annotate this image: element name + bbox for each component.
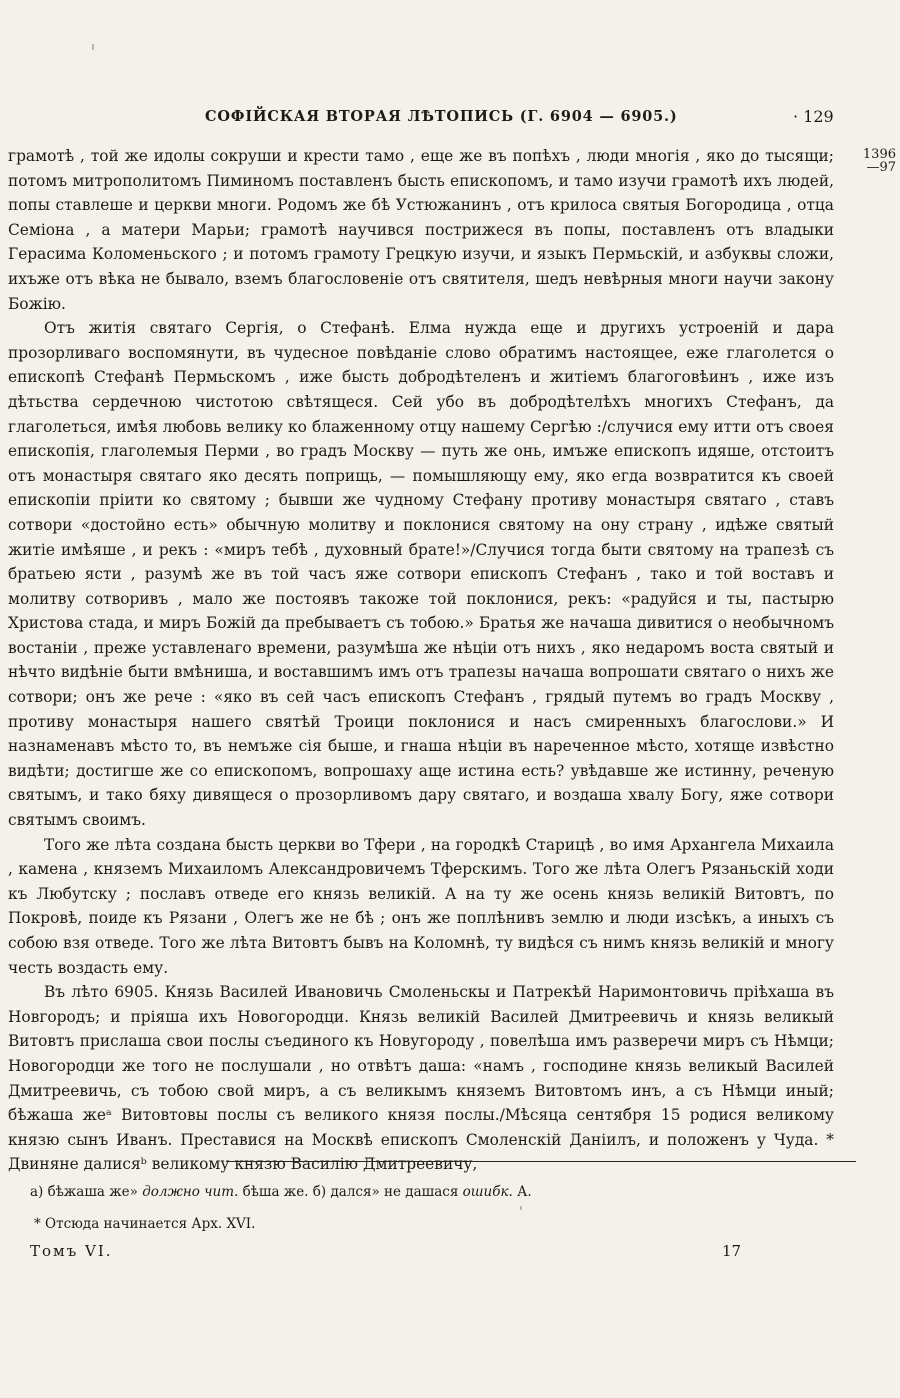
sheet-number: 17 [722, 1242, 742, 1260]
margin-year-note [840, 148, 896, 174]
footnote-italic-2: ошибк. [462, 1184, 513, 1200]
margin-year-top: 1396 [862, 147, 896, 162]
footnote-middle: бѣша же. б) дался» не дашася [238, 1184, 463, 1200]
paragraph-2: Отъ житія святаго Сергія, о Стефанѣ. Елма нужда еще и другихъ устроеній и дара прозорливаго воспомянути, въ чудесное повѣданіе слово обратимъ настоящее, еже глаголется о епископѣ Стефанѣ Пермьскомъ , иже бысть добродѣтеленъ и житіемъ благоговѣинъ , иже изъ дѣтьства сердечною чистотою свѣтящеся. Сей убо въ добродѣтелѣхъ многихъ Стефанъ, да глаголеться, имѣя любовь велику ко блаженному отцу нашему Сергѣю :/случися ему итти отъ своея епископія, глаголемыя Перми , во градъ Москву — путь же онь, имъже епископъ идяше, отстоитъ отъ монастыря святаго яко десять поприщь, — помышляющу ему, яко егда возвратится къ своей епископіи пріити ко святому ; бывши же чудному Стефану противу монастыря святаго , ставъ сотвори «достойно есть» обычную молитву и поклонися святому на ону страну , идѣже святый житіе имѣяше , и рекъ : «миръ тебѣ , духовный брате!»/Случися тогда быти святому на трапезѣ съ братьею ясти , разумѣ же въ той часъ яже сотвори епископъ Стефанъ , тако и той воставъ и молитву сотворивъ , мало же постоявъ такоже той поклонися, рекъ: «радуйся и ты, пастырю Христова стада, и миръ Божій да пребываетъ съ тобою.» Братья же начаша дивитися о необычномъ востаніи , преже уставленаго времени, разумѣша же нѣціи отъ нихъ , яко недаромъ воста святый и нѣчто видѣніе быти вмѣниша, и воставшимъ имъ отъ трапезы начаша вопрошати святаго о нихъ же сотвори; онъ же рече : «яко въ сей часъ епископъ Стефанъ , грядый путемъ во градъ Москву , противу монастыря нашего святѣй Троици поклонися и насъ смиренныхъ благослови.» И назнаменавъ мѣсто то, въ немъже сія быше, и гнаша нѣціи въ нареченное мѣсто, хотяще извѣстно видѣти; достигше же со епископомъ, вопрошаху аще истина есть? увѣдавше же истинну, реченую святымъ, и тако бяху дивящеся о прозорливомъ дару святаго, и воздаша хвалу Богу, яже сотвори святымъ своимъ. [8, 319, 834, 830]
paper-speck [92, 44, 94, 50]
page-number: · 129 [793, 107, 834, 126]
source-note: * Отсюда начинается Арх. XVI. [34, 1216, 256, 1232]
footnote-italic-1: должно чит. [142, 1184, 239, 1200]
footnote-suffix: А. [512, 1184, 532, 1200]
footnote [30, 1184, 532, 1200]
paper-speck [520, 1206, 522, 1210]
paragraph-1: грамотѣ , той же идолы сокруши и крести тамо , еще же въ попѣхъ , люди многія , яко до тысящи; потомъ митрополитомъ Пиминомъ поставленъ бысть епископомъ, и тамо изучи грамотѣ ихъ людей, попы ставлеше и церкви многи. Родомъ же бѣ Устюжанинъ , отъ крилоса святыя Богородица , отца Семіона , а матери Марьи; грамотѣ научився пострижеся въ попы, поставленъ отъ владыки Герасима Коломеньского ; и потомъ грамоту Грецкую изучи, и языкъ Пермьскій, и азбуквы сложи, ихъже отъ вѣка не бывало, вземъ благословеніе отъ святителя, шедъ невѣрныя многи научи закону Божію. [8, 147, 834, 313]
footnote-prefix: а) бѣжаша же» [30, 1184, 143, 1200]
paragraph-4: Въ лѣто 6905. Князь Василей Ивановичь Смоленьскы и Патрекѣй Наримонтовичь пріѣхаша въ Новгородъ; и пріяша ихъ Новогородци. Князь великій Василей Дмитреевичь и князь великый Витовтъ прислаша свои послы съединого къ Новугороду , повелѣша имъ разверечи миръ съ Нѣмци; Новогородци же того не послушали , но отвѣтъ даша: «намъ , господине князь великый Василей Дмитреевичь, съ тобою свой миръ, а съ великымъ княземъ Витовтомъ инъ, а съ Нѣмци иный; бѣжаша жеᵃ Витовтовы послы съ великого князя послы./Мѣсяца сентября 15 родися великому князю сынъ Иванъ. Преставися на Москвѣ епископъ Смоленскій Даніилъ, и положенъ у Чуда. * Двиняне далисяᵇ великому князю Василію Дмитреевичу, [8, 983, 834, 1174]
margin-year-bottom: —97 [866, 160, 896, 175]
footnote-divider [226, 1161, 856, 1162]
paragraph-3: Того же лѣта создана бысть церкви во Тфери , на городкѣ Старицѣ , во имя Архангела Михаила , камена , княземъ Михаиломъ Александровичемъ Тферскимъ. Того же лѣта Олегъ Рязаньскій ходи къ Любутску ; пославъ отведе его князь великій. А на ту же осень князь великій Витовтъ, по Покровѣ, поиде къ Рязани , Олегъ же не бѣ ; онъ же поплѣнивъ землю и люди изсѣкъ, а иныхъ съ собою взя отведе. Того же лѣта Витовтъ бывъ на Коломнѣ, ту видѣся съ нимъ князь великій и многу честь воздасть ему. [8, 835, 834, 977]
page-header [0, 108, 900, 132]
running-title: СОФІЙСКАЯ ВТОРАЯ ЛѢТОПИСЬ (Г. 6904 — 6905.) [205, 108, 678, 125]
chronicle-text [8, 144, 834, 1177]
volume-label: Томъ VI. [30, 1242, 113, 1260]
